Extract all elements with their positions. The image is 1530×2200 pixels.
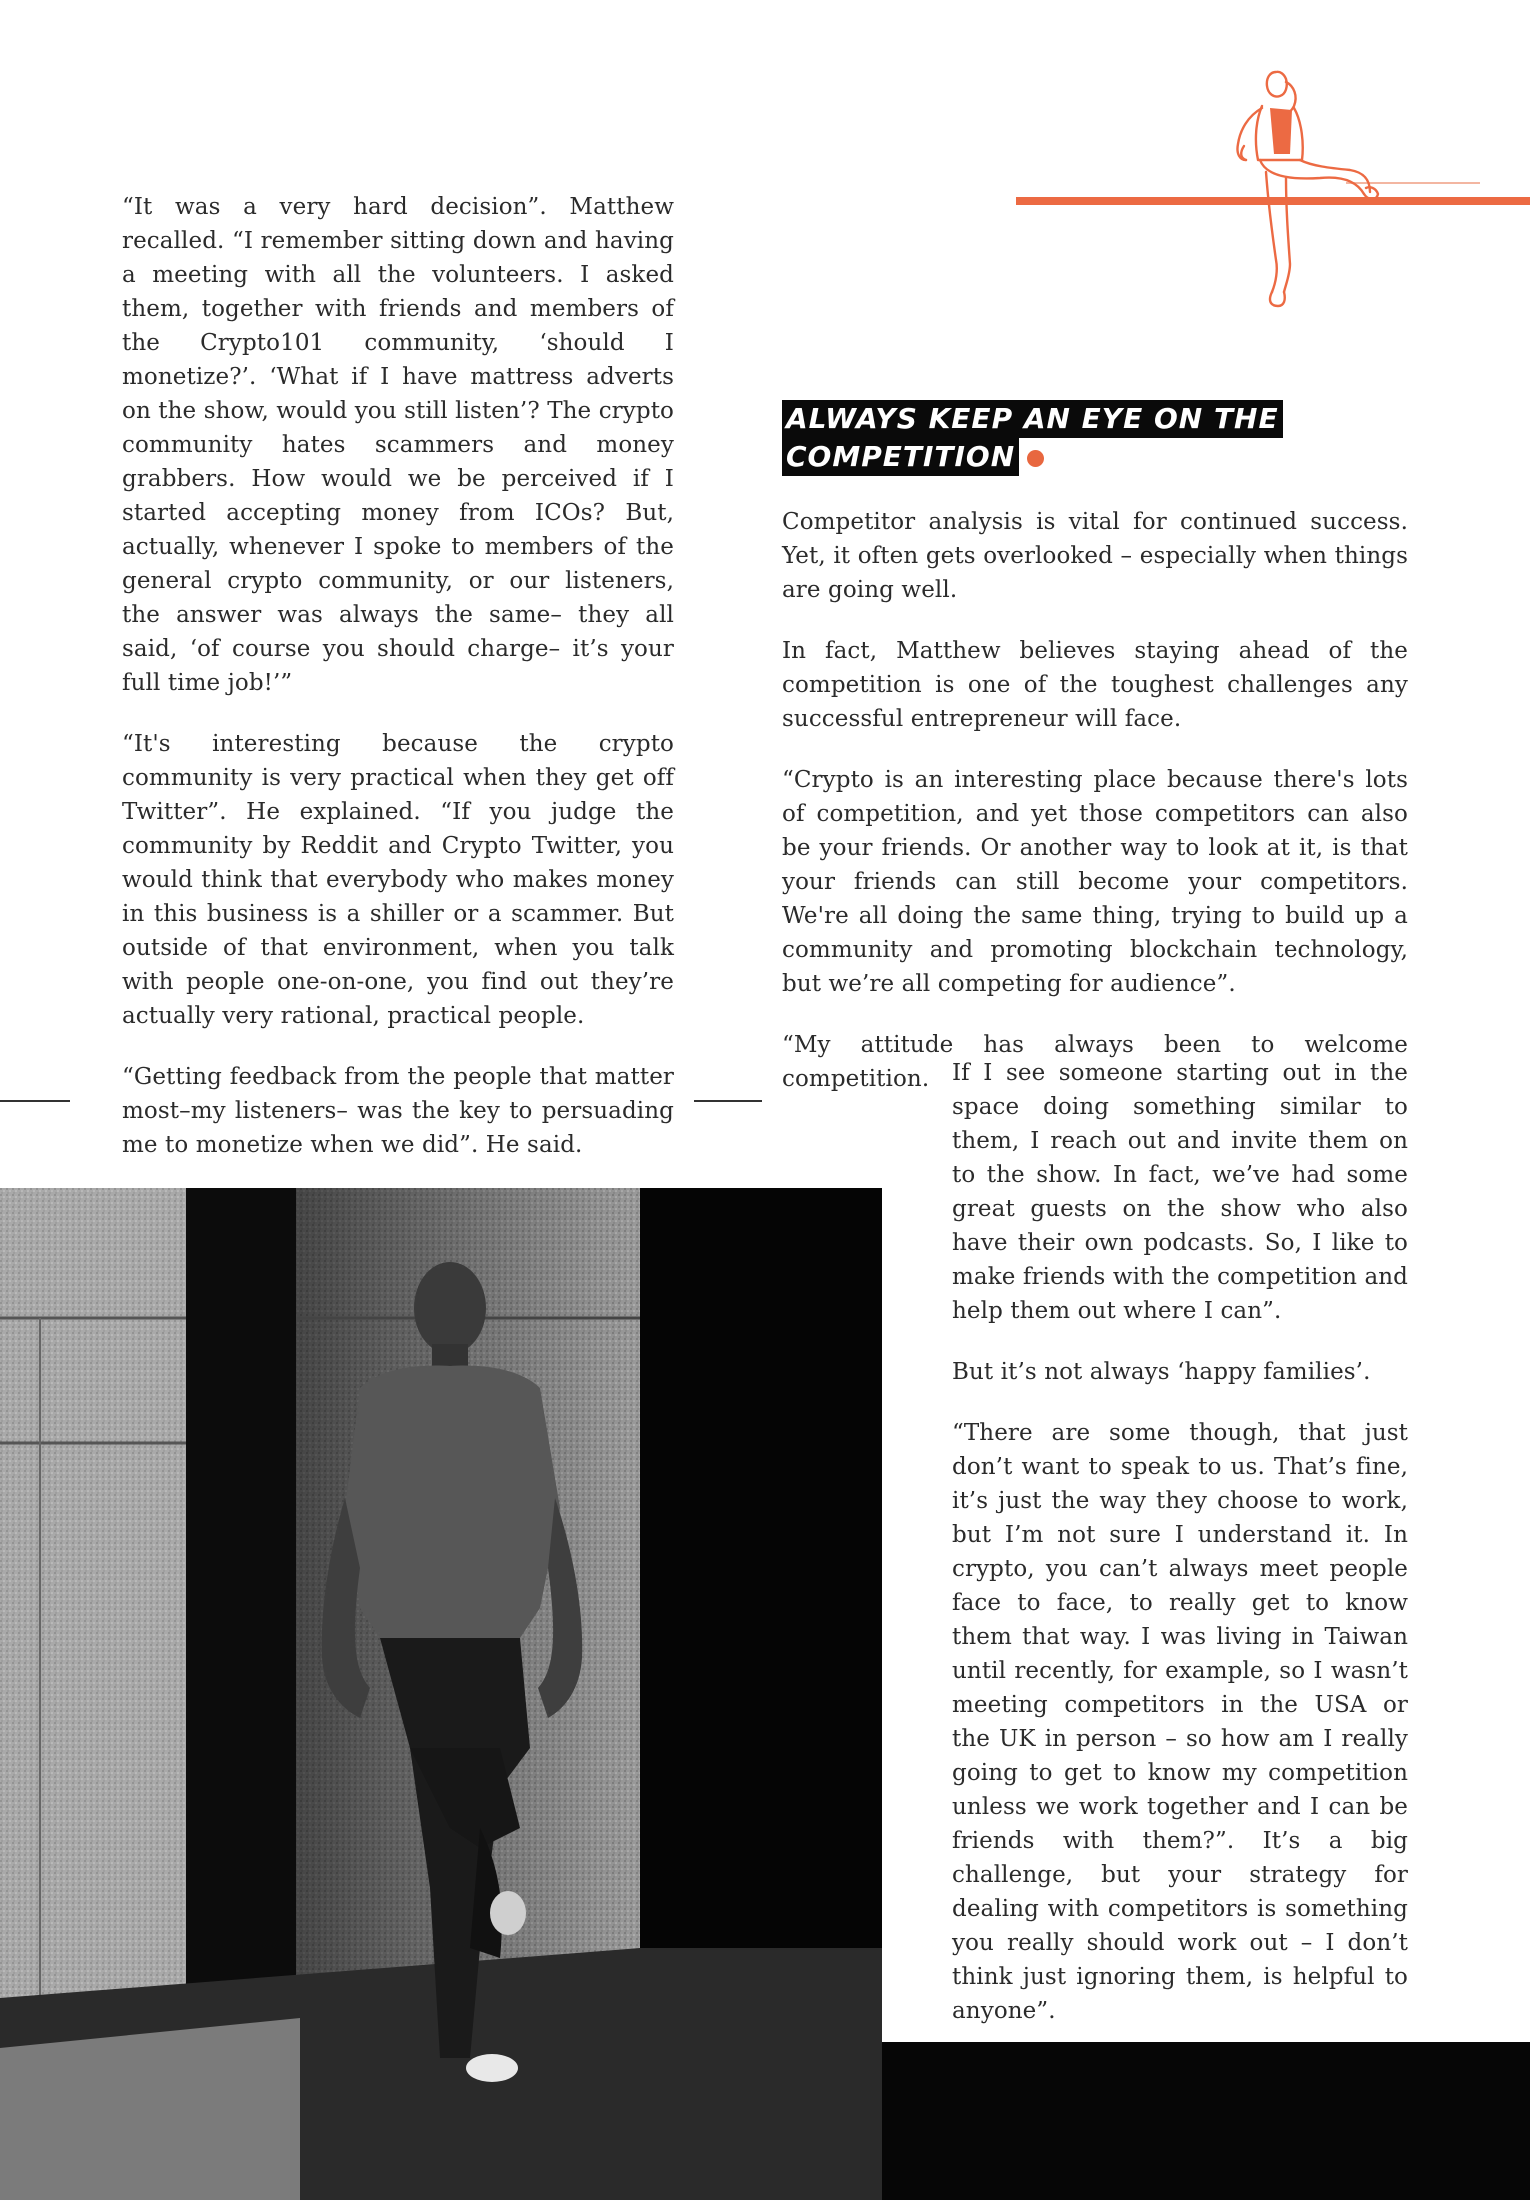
right-column-narrow <box>952 1056 1408 2055</box>
portrait-photo <box>0 1188 882 2200</box>
orange-dot-icon <box>1027 450 1044 467</box>
body-paragraph: “Getting feedback from the people that matter most–my listeners– was the key to persuading me to monetize when we did”. He said. <box>122 1064 674 1158</box>
photo-rendering <box>0 1188 882 2200</box>
body-paragraph: “There are some though, that just don’t want to speak to us. That’s fine, it’s just the way they choose to work, but I’m not sure I understand it. In crypto, you can’t always meet people face to face, to really get to know them that way. I was living in Taiwan until recently, for example, so I wasn’t meeting competitors in the USA or the UK in person – so how am I really going to get to know my competition unless we work together and I can be friends with them?”. It’s a big challenge, but your strategy for dealing with competitors is something you really should work out – I don’t think just ignoring them, is helpful to anyone”. <box>952 1420 1408 2024</box>
body-paragraph: “It's interesting because the crypto community is very practical when they get off Twitter”. He explained. “If you judge the community by Reddit and Crypto Twitter, you would think that everybody who makes money in this business is a shiller or a scammer. But outside of that environment, when you talk with people one-on-one, you find out they’re actually very rational, practical people. <box>122 731 674 1029</box>
left-column <box>122 190 674 1189</box>
section-heading <box>782 400 1283 476</box>
body-paragraph: In fact, Matthew believes staying ahead of the competition is one of the toughest challenges any successful entrepreneur will face. <box>782 638 1408 732</box>
body-paragraph: But it’s not always ‘happy families’. <box>952 1359 1371 1385</box>
divider-rule <box>0 1100 70 1102</box>
right-column <box>782 505 1408 1096</box>
heading-line-1: ALWAYS KEEP AN EYE ON THE <box>782 400 1283 438</box>
heading-line-2: COMPETITION <box>782 438 1019 476</box>
body-paragraph: Competitor analysis is vital for continued success. Yet, it often gets overlooked – especially when things are going well. <box>782 509 1408 603</box>
body-paragraph: If I see someone starting out in the space doing something similar to them, I reach out and invite them on to the show. In fact, we’ve had some great guests on the show who also have their own podcasts. So, I like to make friends with the competition and help them out where I can”. <box>952 1060 1408 1324</box>
body-paragraph: “My attitude has always been to welcome competition. <box>782 1032 1408 1092</box>
body-paragraph: “Crypto is an interesting place because there's lots of competition, and yet those competitors can also be your friends. Or another way to look at it, is that your friends can still become your competitors. We're all doing the same thing, trying to build up a community and promoting blockchain technology, but we’re all competing for audience”. <box>782 767 1408 997</box>
black-footer-block <box>882 2042 1530 2200</box>
body-paragraph: “It was a very hard decision”. Matthew recalled. “I remember sitting down and having a meeting with all the volunteers. I asked them, together with friends and members of the Crypto101 community, ‘should I monetize?’. ‘What if I have mattress adverts on the show, would you still listen’? The crypto community hates scammers and money grabbers. How would we be perceived if I started accepting money from ICOs? But, actually, whenever I spoke to members of the general crypto community, or our listeners, the answer was always the same– they all said, ‘of course you should charge– it’s your full time job!’” <box>122 194 674 696</box>
sitting-man-illustration <box>1190 60 1380 330</box>
divider-rule <box>694 1100 762 1102</box>
